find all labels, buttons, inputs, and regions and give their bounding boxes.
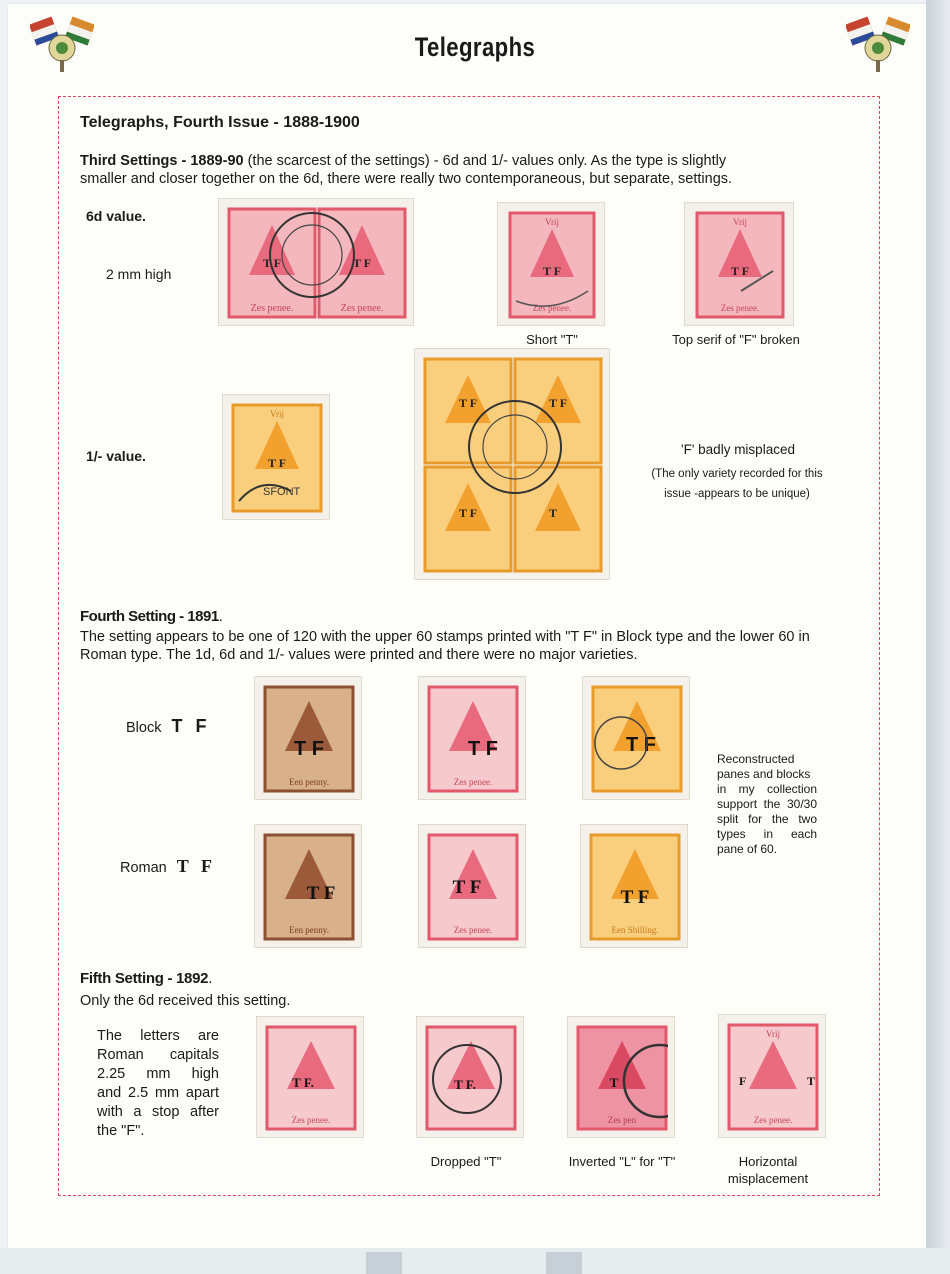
stamp-6d-pair-art bbox=[227, 207, 407, 319]
svg-text:Vrij: Vrij bbox=[545, 217, 559, 227]
block-label-text: Block bbox=[126, 720, 162, 736]
reconstructed-note bbox=[717, 752, 817, 857]
shilling-label: 1/- value. bbox=[86, 448, 146, 464]
stamp-6d-top-serif-art bbox=[693, 211, 787, 319]
third-settings-line2: smaller and closer together on the 6d, there were really two contemporaneous, but separate, settings. bbox=[80, 171, 733, 187]
third-settings-line1: (the scarcest of the settings) - 6d and 1/- values only. As the type is slightly bbox=[243, 153, 727, 169]
stamp-6d-inverted-art bbox=[576, 1025, 668, 1131]
stamp-1s-single-art bbox=[231, 403, 323, 513]
caption-inverted: Inverted "L" for "T" bbox=[568, 1154, 676, 1169]
stamp-6d-inverted bbox=[567, 1016, 675, 1138]
stamp-1d-block bbox=[254, 676, 362, 800]
desc-line-2: Roman capitals bbox=[97, 1047, 219, 1063]
stamp-1s-single bbox=[222, 394, 330, 520]
stamp-1d-block-art bbox=[263, 685, 355, 793]
section-title: Telegraphs, Fourth Issue - 1888-1900 bbox=[80, 114, 360, 131]
fourth-setting-intro bbox=[80, 628, 880, 664]
svg-text:Zes penee.: Zes penee. bbox=[453, 925, 493, 935]
stamp-1d-roman-art bbox=[263, 833, 355, 941]
svg-text:Zes penee.: Zes penee. bbox=[340, 303, 384, 314]
note-line-5: split for the two bbox=[717, 812, 817, 826]
block-type-label bbox=[126, 716, 211, 737]
caption-top-serif: Top serif of "F" broken bbox=[672, 332, 800, 347]
stamp-6d-fifth bbox=[256, 1016, 364, 1138]
flag-emblem-left bbox=[30, 14, 94, 76]
svg-text:Zes penee.: Zes penee. bbox=[753, 1115, 793, 1125]
svg-text:T F: T F bbox=[306, 883, 336, 904]
stamp-6d-top-serif bbox=[684, 202, 794, 326]
stamp-6d-short-t-art bbox=[506, 211, 598, 319]
svg-text:T F: T F bbox=[452, 877, 482, 898]
svg-text:Een penny.: Een penny. bbox=[289, 925, 329, 935]
stamp-6d-roman bbox=[418, 824, 526, 948]
svg-text:Zes penee.: Zes penee. bbox=[291, 1115, 331, 1125]
svg-text:Vrij: Vrij bbox=[733, 217, 747, 227]
stamp-1s-block-art bbox=[423, 357, 603, 573]
svg-text:Zes penee.: Zes penee. bbox=[720, 303, 760, 313]
stamp-6d-horizontal bbox=[718, 1014, 826, 1138]
desc-line-6: the "F". bbox=[97, 1123, 145, 1139]
misplaced-note-line1: (The only variety recorded for this bbox=[651, 468, 823, 480]
tab bbox=[546, 1252, 582, 1274]
svg-text:T F: T F bbox=[352, 256, 372, 270]
svg-text:T: T bbox=[548, 506, 558, 520]
stamp-6d-block-art bbox=[427, 685, 519, 793]
fourth-heading-dot: . bbox=[218, 608, 223, 625]
stamp-6d-fifth-art bbox=[265, 1025, 357, 1131]
svg-text:T F: T F bbox=[267, 456, 287, 470]
note-line-4: support the 30/30 bbox=[717, 797, 817, 811]
desc-line-4: and 2.5 mm apart bbox=[97, 1085, 219, 1101]
note-line-2: panes and blocks bbox=[717, 767, 811, 781]
stamp-6d-dropped bbox=[416, 1016, 524, 1138]
stamp-6d-pair bbox=[218, 198, 414, 326]
third-settings-intro bbox=[80, 152, 870, 188]
svg-text:T F: T F bbox=[620, 887, 650, 908]
block-letters: T F bbox=[171, 716, 211, 736]
fourth-line1: The setting appears to be one of 120 with the upper 60 stamps printed with "T F" in Block type and the lower 60 in bbox=[80, 629, 810, 645]
caption-horizontal-line1: Horizontal bbox=[738, 1154, 798, 1169]
stamp-1s-roman-art bbox=[589, 833, 681, 941]
stamp-1d-roman bbox=[254, 824, 362, 948]
stamp-1s-block bbox=[414, 348, 610, 580]
caption-misplaced-note bbox=[632, 464, 842, 504]
note-line-3: in my collection bbox=[717, 782, 817, 796]
svg-text:T F: T F bbox=[468, 738, 498, 760]
stamp-6d-block bbox=[418, 676, 526, 800]
svg-text:T F: T F bbox=[458, 396, 478, 410]
svg-text:Een Shilling.: Een Shilling. bbox=[611, 925, 659, 935]
stamp-6d-short-t bbox=[497, 202, 605, 326]
fourth-heading-text: Fourth Setting - 1891 bbox=[80, 608, 219, 625]
svg-text:T F: T F bbox=[294, 738, 324, 760]
svg-text:F: F bbox=[739, 1074, 747, 1088]
third-settings-heading: Third Settings - 1889-90 bbox=[80, 153, 244, 169]
page-title: Telegraphs bbox=[414, 32, 536, 62]
note-line-1: Reconstructed bbox=[717, 752, 795, 766]
misplaced-note-line2: issue -appears to be unique) bbox=[664, 488, 810, 500]
desc-line-5: with a stop after bbox=[97, 1104, 219, 1120]
height-note: 2 mm high bbox=[106, 266, 172, 282]
svg-text:T F.: T F. bbox=[454, 1077, 476, 1092]
six-d-label: 6d value. bbox=[86, 208, 146, 224]
caption-horizontal-line2: misplacement bbox=[727, 1171, 809, 1186]
svg-text:T: T bbox=[609, 1075, 619, 1090]
stamp-6d-roman-art bbox=[427, 833, 519, 941]
note-line-6: types in each bbox=[717, 827, 817, 841]
fifth-heading-text: Fifth Setting - 1892 bbox=[80, 970, 209, 987]
svg-text:SFONT: SFONT bbox=[263, 486, 301, 498]
tab bbox=[366, 1252, 402, 1274]
stamp-6d-horizontal-art bbox=[727, 1023, 819, 1131]
fifth-setting-intro: Only the 6d received this setting. bbox=[80, 993, 291, 1009]
fourth-line2: Roman type. The 1d, 6d and 1/- values were printed and there were no major varieties. bbox=[80, 647, 638, 663]
fifth-heading-dot: . bbox=[208, 970, 213, 987]
svg-text:T F: T F bbox=[626, 734, 656, 756]
svg-text:Zes penee.: Zes penee. bbox=[532, 303, 572, 313]
roman-letters: T F bbox=[176, 856, 216, 876]
svg-text:T F: T F bbox=[730, 264, 750, 278]
desc-line-3: 2.25 mm high bbox=[97, 1066, 219, 1082]
svg-text:T F.: T F. bbox=[292, 1075, 314, 1090]
page-edge bbox=[926, 0, 950, 1274]
fifth-description bbox=[97, 1027, 219, 1141]
svg-text:Zes penee.: Zes penee. bbox=[453, 777, 493, 787]
svg-text:T F: T F bbox=[262, 256, 282, 270]
svg-text:T F: T F bbox=[542, 264, 562, 278]
svg-text:T F: T F bbox=[458, 506, 478, 520]
bottom-strip bbox=[0, 1248, 950, 1274]
svg-text:T: T bbox=[807, 1074, 816, 1088]
svg-text:Zes penee.: Zes penee. bbox=[250, 303, 294, 314]
caption-short-t: Short "T" bbox=[526, 332, 578, 347]
svg-text:Een penny.: Een penny. bbox=[289, 777, 329, 787]
roman-label-text: Roman bbox=[120, 860, 167, 876]
svg-text:Vrij: Vrij bbox=[766, 1029, 780, 1039]
desc-line-1: The letters are bbox=[97, 1028, 219, 1044]
svg-text:Vrij: Vrij bbox=[270, 409, 284, 419]
caption-misplaced: 'F' badly misplaced bbox=[681, 442, 795, 457]
stamp-1s-roman bbox=[580, 824, 688, 948]
stamp-1s-block-type-art bbox=[591, 685, 683, 793]
caption-horizontal bbox=[712, 1153, 824, 1187]
svg-text:T F: T F bbox=[548, 396, 568, 410]
stamp-1s-block-type bbox=[582, 676, 690, 800]
note-line-7: pane of 60. bbox=[717, 842, 778, 856]
roman-type-label bbox=[120, 856, 216, 877]
stamp-6d-dropped-art bbox=[425, 1025, 517, 1131]
caption-dropped: Dropped "T" bbox=[430, 1154, 502, 1169]
fifth-setting-heading bbox=[80, 970, 212, 987]
svg-text:Zes pen: Zes pen bbox=[607, 1115, 637, 1125]
fourth-setting-heading bbox=[80, 608, 222, 625]
